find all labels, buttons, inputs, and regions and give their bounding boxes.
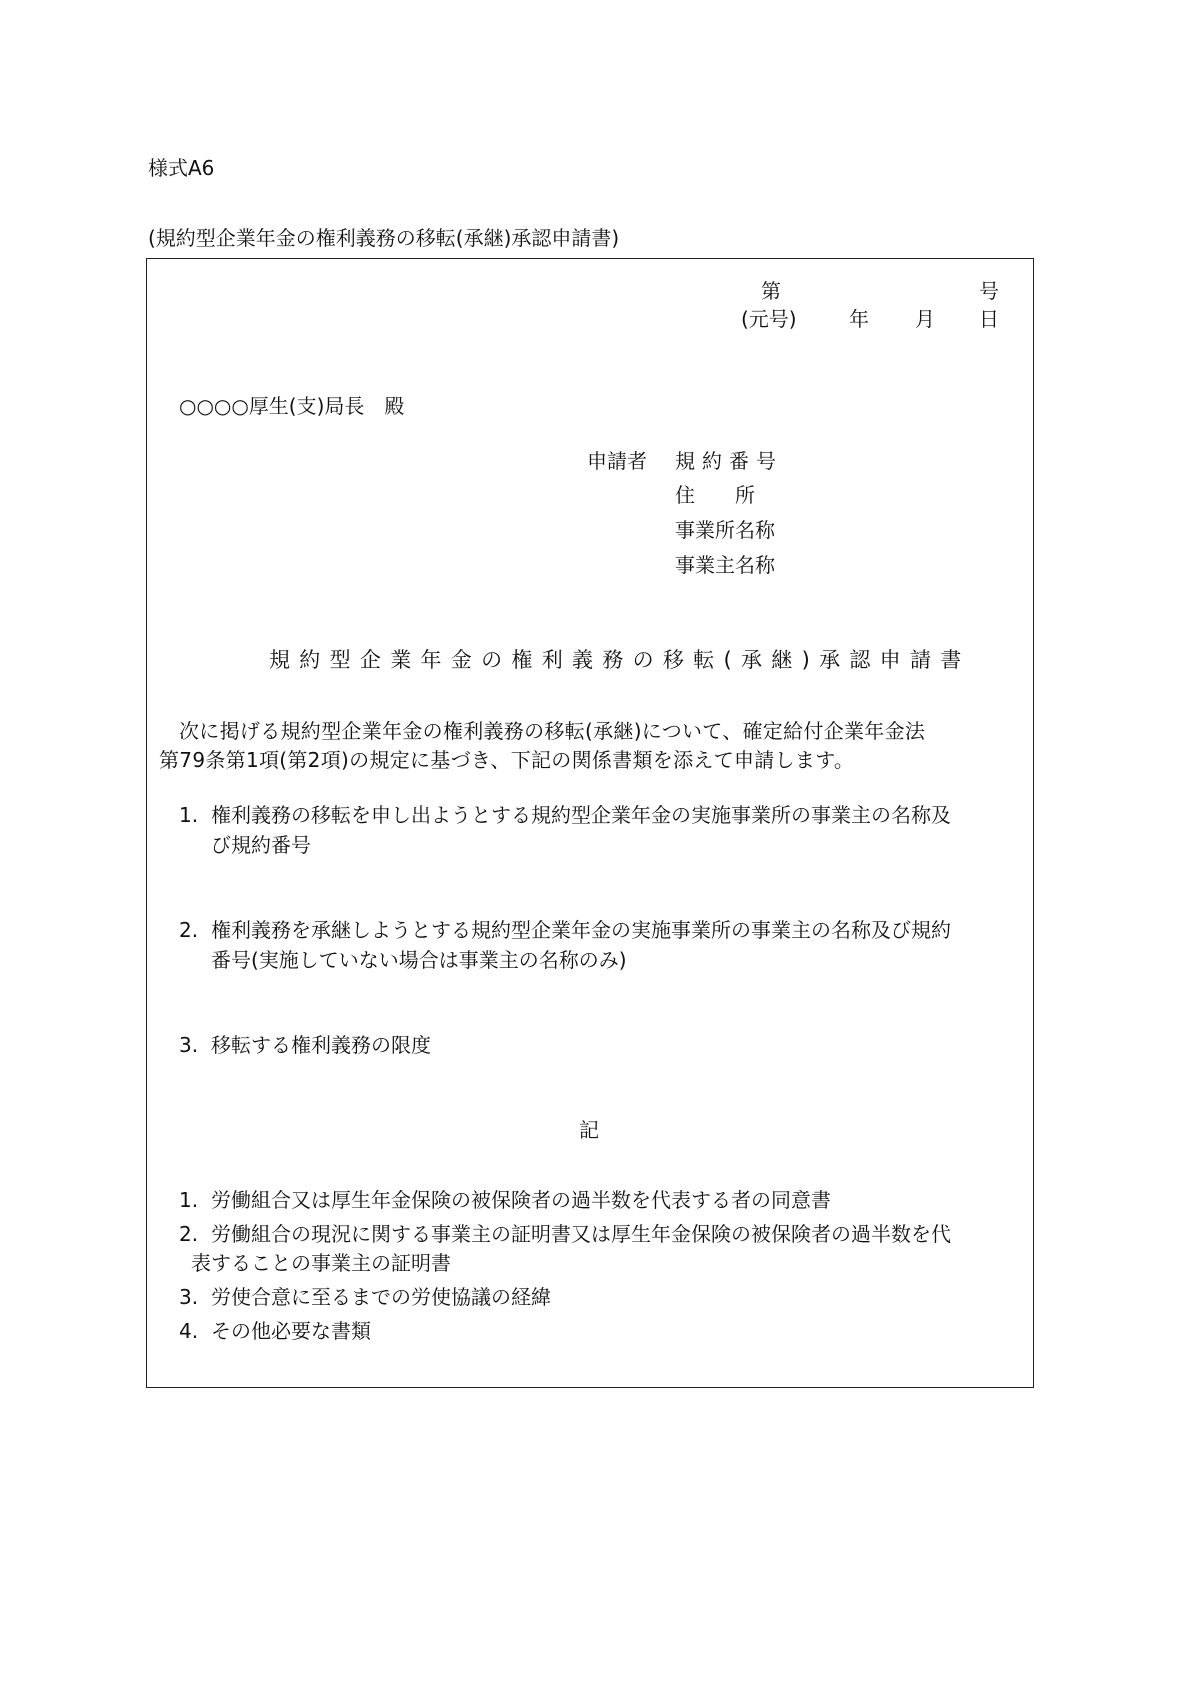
item-text: 権利義務の移転を申し出ようとする規約型企業年金の実施事業所の事業主の名称及: [211, 803, 951, 827]
application-form-box: [146, 258, 1034, 1388]
item-1: [179, 799, 951, 828]
date-day: 日: [979, 307, 999, 331]
attachment-2: [179, 1218, 951, 1247]
attachment-1: [179, 1184, 831, 1213]
attachment-4: [179, 1315, 371, 1344]
attachment-number: 2.: [179, 1222, 199, 1246]
item-2: [179, 914, 951, 943]
form-subtitle: (規約型企業年金の権利義務の移転(承継)承認申請書): [148, 226, 620, 250]
applicant-field-contract-number: 規約番号: [675, 449, 783, 473]
applicant-field-office-name: 事業所名称: [675, 518, 775, 542]
body-text-line-1: 次に掲げる規約型企業年金の権利義務の移転(承継)について、確定給付企業年金法: [179, 719, 926, 743]
attachment-text: 労働組合又は厚生年金保険の被保険者の過半数を代表する者の同意書: [211, 1188, 831, 1212]
item-number: 2.: [179, 918, 199, 942]
body-text-line-2: 第79条第1項(第2項)の規定に基づき、下記の関係書類を添えて申請します。: [159, 748, 855, 772]
item-text: 移転する権利義務の限度: [211, 1033, 431, 1057]
date-era: (元号): [741, 307, 797, 331]
applicant-field-address: 住 所: [675, 483, 755, 507]
item-number: 1.: [179, 803, 199, 827]
item-1-continued: び規約番号: [211, 833, 311, 857]
date-year: 年: [849, 307, 869, 331]
attachment-3: [179, 1281, 551, 1310]
attachment-number: 4.: [179, 1319, 199, 1343]
item-number: 3.: [179, 1033, 199, 1057]
item-2-continued: 番号(実施していない場合は事業主の名称のみ): [211, 948, 627, 972]
ki-label: 記: [579, 1118, 599, 1142]
document-number-suffix: 号: [979, 279, 999, 303]
addressee: ○○○○厚生(支)局長 殿: [179, 394, 405, 418]
date-month: 月: [915, 307, 935, 331]
attachment-text: 労働組合の現況に関する事業主の証明書又は厚生年金保険の被保険者の過半数を代: [211, 1222, 951, 1246]
document-title: 規約型企業年金の権利義務の移転(承継)承認申請書: [269, 648, 971, 672]
attachment-text: 労使合意に至るまでの労使協議の経緯: [211, 1285, 551, 1309]
applicant-field-employer-name: 事業主名称: [675, 553, 775, 577]
item-3: [179, 1029, 431, 1058]
attachment-2-continued: 表することの事業主の証明書: [191, 1251, 451, 1275]
applicant-label: 申請者: [587, 449, 647, 473]
attachment-text: その他必要な書類: [211, 1319, 371, 1343]
attachment-number: 3.: [179, 1285, 199, 1309]
item-text: 権利義務を承継しようとする規約型企業年金の実施事業所の事業主の名称及び規約: [211, 918, 951, 942]
attachment-number: 1.: [179, 1188, 199, 1212]
document-number-prefix: 第: [761, 279, 781, 303]
form-label: 様式A6: [148, 156, 215, 180]
